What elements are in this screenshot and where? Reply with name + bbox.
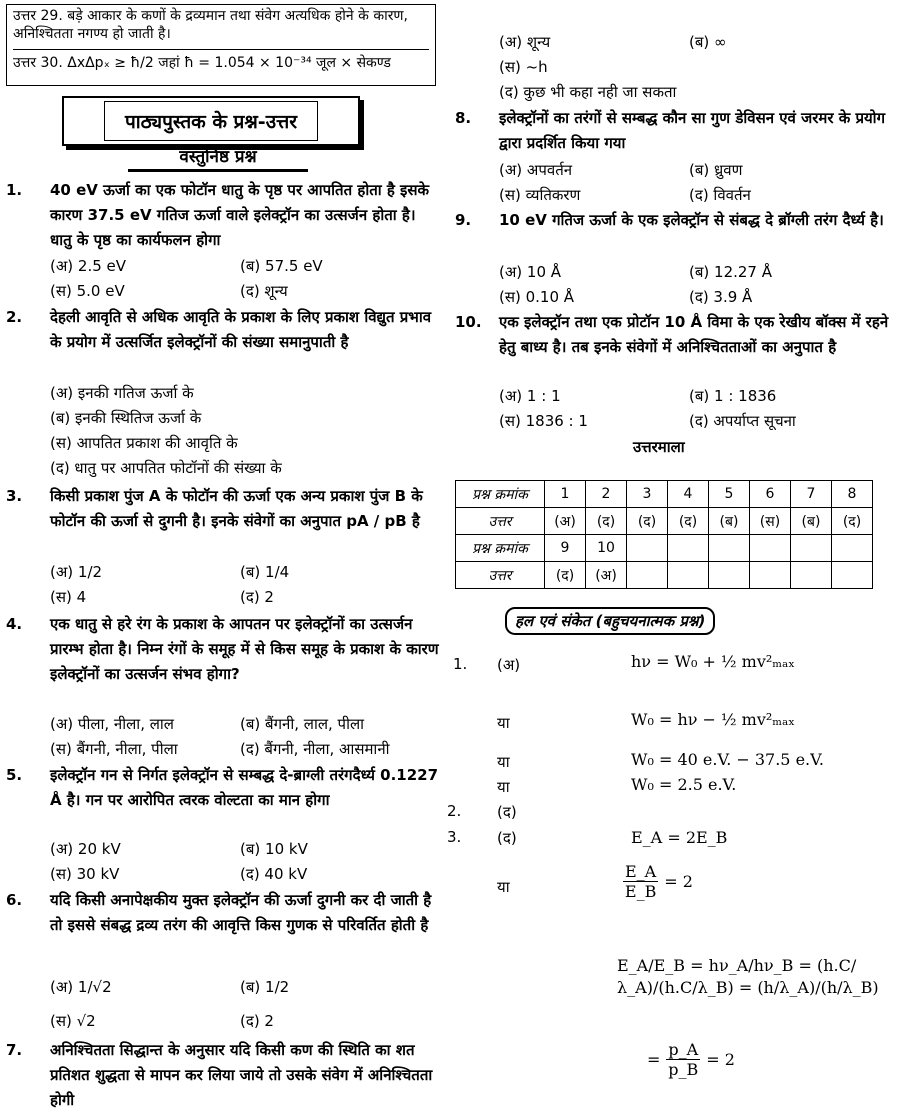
table-cell: (द) xyxy=(668,508,709,535)
table-row xyxy=(456,562,873,589)
option-d: (द) कुछ भी कहा नही जा सकता xyxy=(499,83,677,101)
table-row xyxy=(456,508,873,535)
table-cell xyxy=(791,535,832,562)
option-d: (द) 2 xyxy=(240,1012,274,1030)
option-a: (अ) पीला, नीला, लाल xyxy=(50,715,174,733)
option-a: (अ) 20 kV xyxy=(50,840,121,858)
question-number: 10. xyxy=(455,313,482,331)
table-cell xyxy=(832,562,873,589)
answer-key-heading: उत्तरमाला xyxy=(633,438,685,456)
option-b: (ब) इनकी स्थितिज ऊर्जा के xyxy=(50,409,202,427)
option-c: (स) बैंगनी, नीला, पीला xyxy=(50,740,178,758)
question-number: 4. xyxy=(6,615,23,633)
table-cell: 5 xyxy=(709,481,750,508)
solutions-heading: हल एवं संकेत (बहुचयनात्मक प्रश्न) xyxy=(505,607,715,635)
option-a: (अ) 2.5 eV xyxy=(50,257,127,275)
table-header-cell: उत्तर xyxy=(456,562,545,589)
table-cell xyxy=(709,535,750,562)
option-d: (द) 40 kV xyxy=(240,865,308,883)
solution-3-number: 3. xyxy=(447,828,462,846)
options xyxy=(499,30,879,105)
equals-value: = 2 xyxy=(664,872,693,891)
option-d: (द) बैंगनी, नीला, आसमानी xyxy=(240,740,390,758)
denominator: p_B xyxy=(668,1060,699,1079)
option-c: (स) √2 xyxy=(50,1012,96,1030)
or-label: या xyxy=(497,714,510,732)
option-c: (स) 5.0 eV xyxy=(50,282,125,300)
solution-1-number: 1. xyxy=(453,655,468,673)
table-cell: (स) xyxy=(750,508,791,535)
equals-sign: = xyxy=(647,1050,661,1069)
question-number: 8. xyxy=(455,109,472,127)
equation-4: W₀ = 2.5 e.V. xyxy=(631,775,737,794)
table-header-cell: उत्तर xyxy=(456,508,545,535)
options xyxy=(50,381,282,481)
option-c: (स) 30 kV xyxy=(50,865,120,883)
option-b: (ब) 10 kV xyxy=(240,840,308,858)
table-cell: (अ) xyxy=(586,562,627,589)
table-cell: 3 xyxy=(627,481,668,508)
option-c: (स) व्यतिकरण xyxy=(499,186,581,204)
equation-6 xyxy=(623,862,693,901)
option-c: (स) ~h xyxy=(499,58,548,76)
question-text: एक इलेक्ट्रॉन तथा एक प्रोटॉन 10 Å विमा के एक रेखीय बॉक्स में रहने हेतु बाध्य है। तब इनके संवेगों में अनिश्चितताओं का अनुपात है xyxy=(499,313,889,356)
table-cell: (ब) xyxy=(709,508,750,535)
option-d: (द) 3.9 Å xyxy=(689,288,753,306)
option-a: (अ) 1 : 1 xyxy=(499,387,561,405)
table-cell: 10 xyxy=(586,535,627,562)
options xyxy=(499,384,879,434)
table-row xyxy=(456,535,873,562)
question-number: 7. xyxy=(6,1041,23,1059)
option-b: (ब) ∞ xyxy=(689,33,727,51)
question-number: 5. xyxy=(6,766,23,784)
table-cell: 1 xyxy=(545,481,586,508)
question-text: किसी प्रकाश पुंज A के फोटॉन की ऊर्जा एक अन्य प्रकाश पुंज B के फोटॉन की ऊर्जा से दुगनी है। इनके संवेगों का अनुपात pA / pB है xyxy=(50,487,423,530)
question-text: अनिश्चितता सिद्धान्त के अनुसार यदि किसी कण की स्थिति का शत प्रतिशत शुद्धता से मापन कर लिया जाये तो उसके संवेग में अनिश्चितता होगी xyxy=(50,1041,433,1109)
denominator: E_B xyxy=(624,882,657,901)
or-label: या xyxy=(497,753,510,771)
options xyxy=(50,560,430,610)
table-header-cell: प्रश्न क्रमांक xyxy=(456,535,545,562)
question-number: 1. xyxy=(6,181,23,199)
table-row xyxy=(456,481,873,508)
table-cell: (द) xyxy=(545,562,586,589)
equation-3: W₀ = 40 e.V. − 37.5 e.V. xyxy=(631,750,824,769)
option-d: (द) धातु पर आपतित फोटॉनों की संख्या के xyxy=(50,459,282,477)
or-label: या xyxy=(497,778,510,796)
option-b: (ब) ध्रुवण xyxy=(689,161,743,179)
solution-3-answer: (द) xyxy=(497,829,517,847)
options xyxy=(50,970,430,1038)
table-cell: (ब) xyxy=(791,508,832,535)
question-text: इलेक्ट्रॉनों का तरंगों से सम्बद्ध कौन सा गुण डेविसन एवं जरमर के प्रयोग द्वारा प्रदर्शित किया गया xyxy=(499,109,886,152)
option-b: (ब) 1 : 1836 xyxy=(689,387,777,405)
question-text: 40 eV ऊर्जा का एक फोटॉन धातु के पृष्ठ पर आपतित होता है इसके कारण 37.5 eV गतिज ऊर्जा वाले इलेक्ट्रॉन का उत्सर्जन होता है। धातु के पृष्ठ का कार्यफलन होगा xyxy=(50,181,430,249)
objective-questions-heading: वस्तुनिष्ठ प्रश्न xyxy=(128,144,308,172)
table-cell xyxy=(791,562,832,589)
table-cell xyxy=(709,562,750,589)
equation-7: E_A/E_B = hν_A/hν_B = (h.C/λ_A)/(h.C/λ_B) = (h/λ_A)/(h/λ_B) xyxy=(617,956,879,997)
table-cell xyxy=(627,535,668,562)
question-text: एक धातु से हरे रंग के प्रकाश के आपतन पर इलेक्ट्रॉनों का उत्सर्जन प्रारम्भ होता है। निम्न रंगों के समूह में से किस समूह के प्रकाश के कारण इलेक्ट्रॉनों का उत्सर्जन संभव होगा? xyxy=(50,615,439,683)
option-b: (ब) 1/4 xyxy=(240,563,290,581)
option-b: (ब) बैंगनी, लाल, पीला xyxy=(240,715,365,733)
answer-key-table xyxy=(455,480,873,589)
option-a: (अ) इनकी गतिज ऊर्जा के xyxy=(50,384,194,402)
solution-1-answer: (अ) xyxy=(497,656,521,674)
options xyxy=(499,158,879,208)
table-cell xyxy=(627,562,668,589)
table-header-cell: प्रश्न क्रमांक xyxy=(456,481,545,508)
table-cell xyxy=(668,562,709,589)
question-number: 6. xyxy=(6,891,23,909)
fraction xyxy=(623,862,658,901)
table-cell xyxy=(750,562,791,589)
option-a: (अ) अपवर्तन xyxy=(499,161,573,179)
table-cell: 7 xyxy=(791,481,832,508)
options xyxy=(50,712,430,762)
table-cell: 2 xyxy=(586,481,627,508)
option-c: (स) आपतित प्रकाश की आवृति के xyxy=(50,434,238,452)
table-cell: 4 xyxy=(668,481,709,508)
option-a: (अ) 10 Å xyxy=(499,263,562,281)
or-label: या xyxy=(497,878,510,896)
option-d: (द) 2 xyxy=(240,588,274,606)
option-d: (द) विवर्तन xyxy=(689,186,751,204)
equals-value: = 2 xyxy=(706,1050,735,1069)
table-cell: 8 xyxy=(832,481,873,508)
option-a: (अ) 1/√2 xyxy=(50,978,112,996)
numerator: E_A xyxy=(625,862,657,881)
option-c: (स) 4 xyxy=(50,588,87,606)
answer-29: उत्तर 29. बड़े आकार के कणों के द्रव्यमान तथा संवेग अत्यधिक होने के कारण, अनिश्चितता नगण्य हो जाती है। xyxy=(13,8,409,42)
option-a: (अ) 1/2 xyxy=(50,563,103,581)
table-cell: (द) xyxy=(627,508,668,535)
question-text: इलेक्ट्रॉन गन से निर्गत इलेक्ट्रॉन से सम्बद्ध दे-ब्राग्ली तरंगदैर्ध्य 0.1227 Å है। गन पर आरोपित त्वरक वोल्टता का मान होगा xyxy=(50,766,439,809)
question-number: 2. xyxy=(6,308,23,326)
solution-2-answer: (द) xyxy=(497,803,517,821)
table-cell: (द) xyxy=(832,508,873,535)
option-d: (द) अपर्याप्त सूचना xyxy=(689,412,796,430)
table-cell xyxy=(832,535,873,562)
options xyxy=(50,254,430,304)
question-text: देहली आवृति से अधिक आवृति के प्रकाश के लिए प्रकाश विद्युत प्रभाव के प्रयोग में उत्सर्जित इलेक्ट्रॉनों की संख्या समानुपाती है xyxy=(50,308,432,351)
equation-5: E_A = 2E_B xyxy=(631,828,728,847)
question-number: 9. xyxy=(455,211,472,229)
numerator: p_A xyxy=(668,1040,699,1059)
table-cell: 6 xyxy=(750,481,791,508)
options xyxy=(499,260,879,310)
question-text: 10 eV गतिज ऊर्जा के एक इलेक्ट्रॉन से संबद्ध दे ब्रॉग्ली तरंग दैर्ध्य है। xyxy=(499,211,884,229)
solution-2-number: 2. xyxy=(447,802,462,820)
option-c: (स) 1836 : 1 xyxy=(499,412,588,430)
question-text: यदि किसी अनापेक्षकीय मुक्त इलेक्ट्रॉन की ऊर्जा दुगनी कर दी जाती है तो इससे संबद्ध द्रव्य तरंग की आवृत्ति किस गुणक से परिवर्तित होती है xyxy=(50,891,432,934)
equation-1: hν = W₀ + ½ mv²ₘₐₓ xyxy=(631,652,796,671)
banner-title: पाठ्यपुस्तक के प्रश्न-उत्तर xyxy=(104,101,318,141)
table-cell xyxy=(668,535,709,562)
previous-answers-box xyxy=(6,4,436,86)
option-b: (ब) 12.27 Å xyxy=(689,263,773,281)
table-cell: 9 xyxy=(545,535,586,562)
section-banner xyxy=(62,96,360,146)
table-cell xyxy=(750,535,791,562)
question-number: 3. xyxy=(6,487,23,505)
option-d: (द) शून्य xyxy=(240,282,288,300)
options xyxy=(50,837,430,887)
option-b: (ब) 1/2 xyxy=(240,978,290,996)
equation-8 xyxy=(647,1040,735,1079)
fraction xyxy=(666,1040,700,1079)
equation-2: W₀ = hν − ½ mv²ₘₐₓ xyxy=(631,710,796,729)
table-cell: (द) xyxy=(586,508,627,535)
option-a: (अ) शून्य xyxy=(499,33,551,51)
option-c: (स) 0.10 Å xyxy=(499,288,575,306)
answer-30: उत्तर 30. ΔxΔpₓ ≥ ħ/2 जहां ħ = 1.054 × 10⁻³⁴ जूल × सेकण्ड xyxy=(13,49,429,72)
table-cell: (अ) xyxy=(545,508,586,535)
option-b: (ब) 57.5 eV xyxy=(240,257,323,275)
